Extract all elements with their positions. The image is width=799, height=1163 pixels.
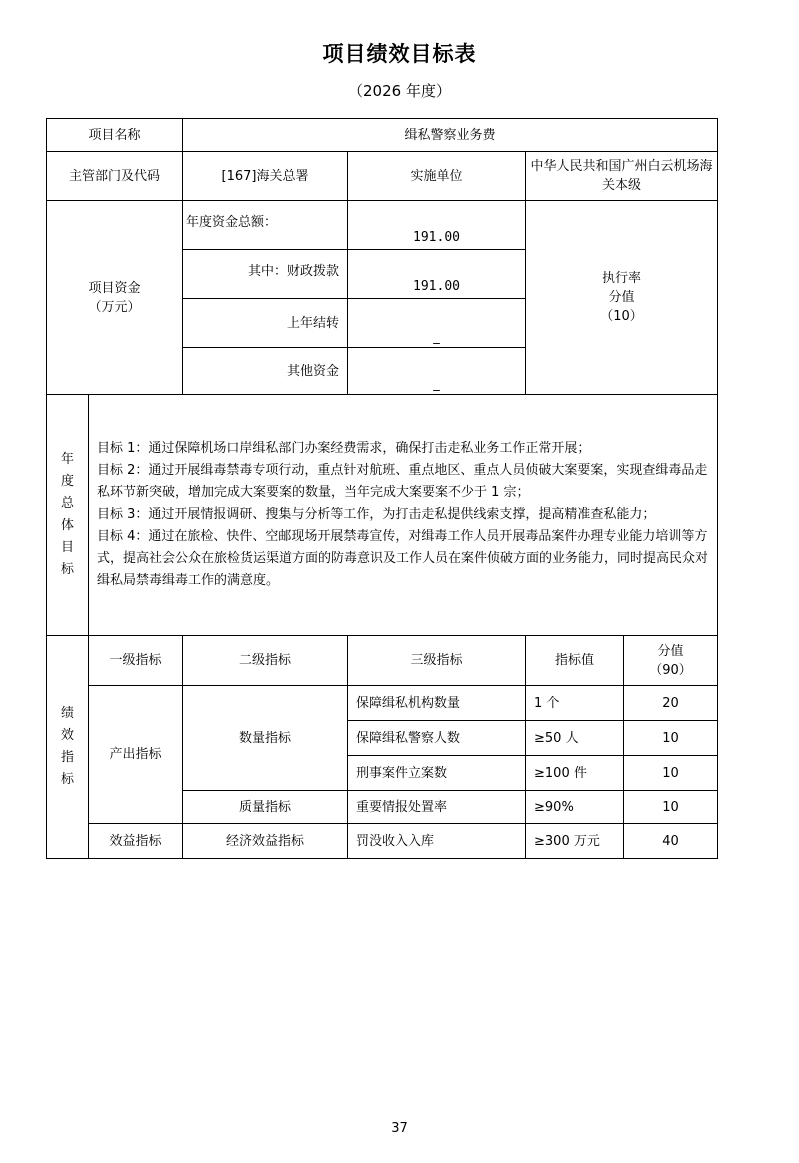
funds-total-row bbox=[47, 201, 718, 250]
quantity-indicator-label: 数量指标 bbox=[183, 686, 348, 791]
funds-carryover-value: _ bbox=[348, 299, 526, 348]
indicator-target: ≥300 万元 bbox=[526, 824, 624, 859]
table-row bbox=[47, 824, 718, 859]
exec-score-value: （10） bbox=[600, 309, 643, 324]
exec-score-label: 分值 bbox=[608, 290, 635, 305]
perf-label-char: 绩 bbox=[60, 706, 74, 721]
indicator-target: ≥50 人 bbox=[526, 721, 624, 756]
project-name-label: 项目名称 bbox=[47, 119, 183, 152]
economic-benefit-label: 经济效益指标 bbox=[183, 824, 348, 859]
funds-other-value: _ bbox=[348, 348, 526, 395]
impl-unit-label: 实施单位 bbox=[348, 152, 526, 201]
goals-label-char: 体 bbox=[60, 518, 74, 533]
performance-goal-table bbox=[46, 118, 718, 859]
funds-label bbox=[47, 201, 183, 395]
header-level1: 一级指标 bbox=[89, 636, 183, 686]
benefit-indicator-label: 效益指标 bbox=[89, 824, 183, 859]
header-score-line2: （90） bbox=[649, 662, 692, 678]
indicator-score: 20 bbox=[624, 686, 718, 721]
indicator-target: ≥100 件 bbox=[526, 756, 624, 791]
indicator-name: 刑事案件立案数 bbox=[348, 756, 526, 791]
department-row bbox=[47, 152, 718, 201]
header-score bbox=[624, 636, 718, 686]
indicator-score: 40 bbox=[624, 824, 718, 859]
project-name-value: 缉私警察业务费 bbox=[183, 119, 718, 152]
page-number: 37 bbox=[391, 1121, 408, 1136]
header-score-line1: 分值 bbox=[657, 643, 684, 659]
indicator-score: 10 bbox=[624, 756, 718, 791]
perf-label-char: 指 bbox=[60, 750, 74, 765]
funds-other-label: 其他资金 bbox=[183, 348, 348, 395]
funds-carryover-label: 上年结转 bbox=[183, 299, 348, 348]
annual-goals-row bbox=[47, 395, 718, 636]
annual-goals-text bbox=[89, 395, 718, 636]
page-title: 项目绩效目标表 bbox=[322, 42, 477, 66]
indicator-score: 10 bbox=[624, 791, 718, 824]
indicator-target: ≥90% bbox=[526, 791, 624, 824]
header-level3: 三级指标 bbox=[348, 636, 526, 686]
dept-label: 主管部门及代码 bbox=[47, 152, 183, 201]
indicator-name: 保障缉私警察人数 bbox=[348, 721, 526, 756]
indicator-name: 保障缉私机构数量 bbox=[348, 686, 526, 721]
goal-item-3: 目标 3：通过开展情报调研、搜集与分析等工作，为打击走私提供线索支撑，提高精准查私能力； bbox=[97, 507, 656, 522]
goals-label-char: 标 bbox=[60, 562, 74, 577]
goals-label-char: 度 bbox=[60, 474, 74, 489]
goal-item-1: 目标 1：通过保障机场口岸缉私部门办案经费需求，确保打击走私业务工作正常开展； bbox=[97, 441, 591, 456]
goal-item-4: 目标 4：通过在旅检、快件、空邮现场开展禁毒宣传，对缉毒工作人员开展毒品案件办理专业能力培训等方式，提高社会公众在旅检货运渠道方面的防毒意识及工作人员在案件侦破方面的业务能力，同时提高民众对缉私局禁毒缉毒工作的满意度。 bbox=[97, 529, 709, 588]
project-name-row bbox=[47, 119, 718, 152]
page-subtitle: （2026 年度） bbox=[348, 82, 451, 100]
funds-total-label: 年度资金总额： bbox=[183, 201, 348, 250]
dept-value: [167]海关总署 bbox=[183, 152, 348, 201]
output-indicator-label: 产出指标 bbox=[89, 686, 183, 824]
header-level2: 二级指标 bbox=[183, 636, 348, 686]
quality-indicator-label: 质量指标 bbox=[183, 791, 348, 824]
execution-rate-cell bbox=[526, 201, 718, 395]
funds-total-value: 191.00 bbox=[348, 201, 526, 250]
funds-fiscal-label: 其中：财政拨款 bbox=[183, 250, 348, 299]
header-target: 指标值 bbox=[526, 636, 624, 686]
indicator-score: 10 bbox=[624, 721, 718, 756]
funds-label-line2: （万元） bbox=[88, 299, 141, 315]
indicator-header-row bbox=[47, 636, 718, 686]
perf-label-char: 效 bbox=[60, 728, 74, 743]
funds-fiscal-value: 191.00 bbox=[348, 250, 526, 299]
perf-label-char: 标 bbox=[60, 772, 74, 787]
goal-item-2: 目标 2：通过开展缉毒禁毒专项行动，重点针对航班、重点地区、重点人员侦破大案要案，实现查缉毒品走私环节新突破，增加完成大案要案的数量，当年完成大案要案不少于 1 宗； bbox=[97, 463, 708, 500]
goals-label-char: 年 bbox=[60, 452, 74, 467]
exec-rate-label: 执行率 bbox=[602, 271, 642, 286]
goals-label-char: 目 bbox=[60, 540, 74, 555]
annual-goals-label bbox=[47, 395, 89, 636]
indicator-name: 重要情报处置率 bbox=[348, 791, 526, 824]
performance-indicators-label bbox=[47, 636, 89, 859]
indicator-name: 罚没收入入库 bbox=[348, 824, 526, 859]
goals-label-char: 总 bbox=[60, 496, 74, 511]
table-row bbox=[47, 686, 718, 721]
impl-unit-value: 中华人民共和国广州白云机场海关本级 bbox=[526, 152, 718, 201]
indicator-target: 1 个 bbox=[526, 686, 624, 721]
funds-label-line1: 项目资金 bbox=[88, 280, 141, 296]
